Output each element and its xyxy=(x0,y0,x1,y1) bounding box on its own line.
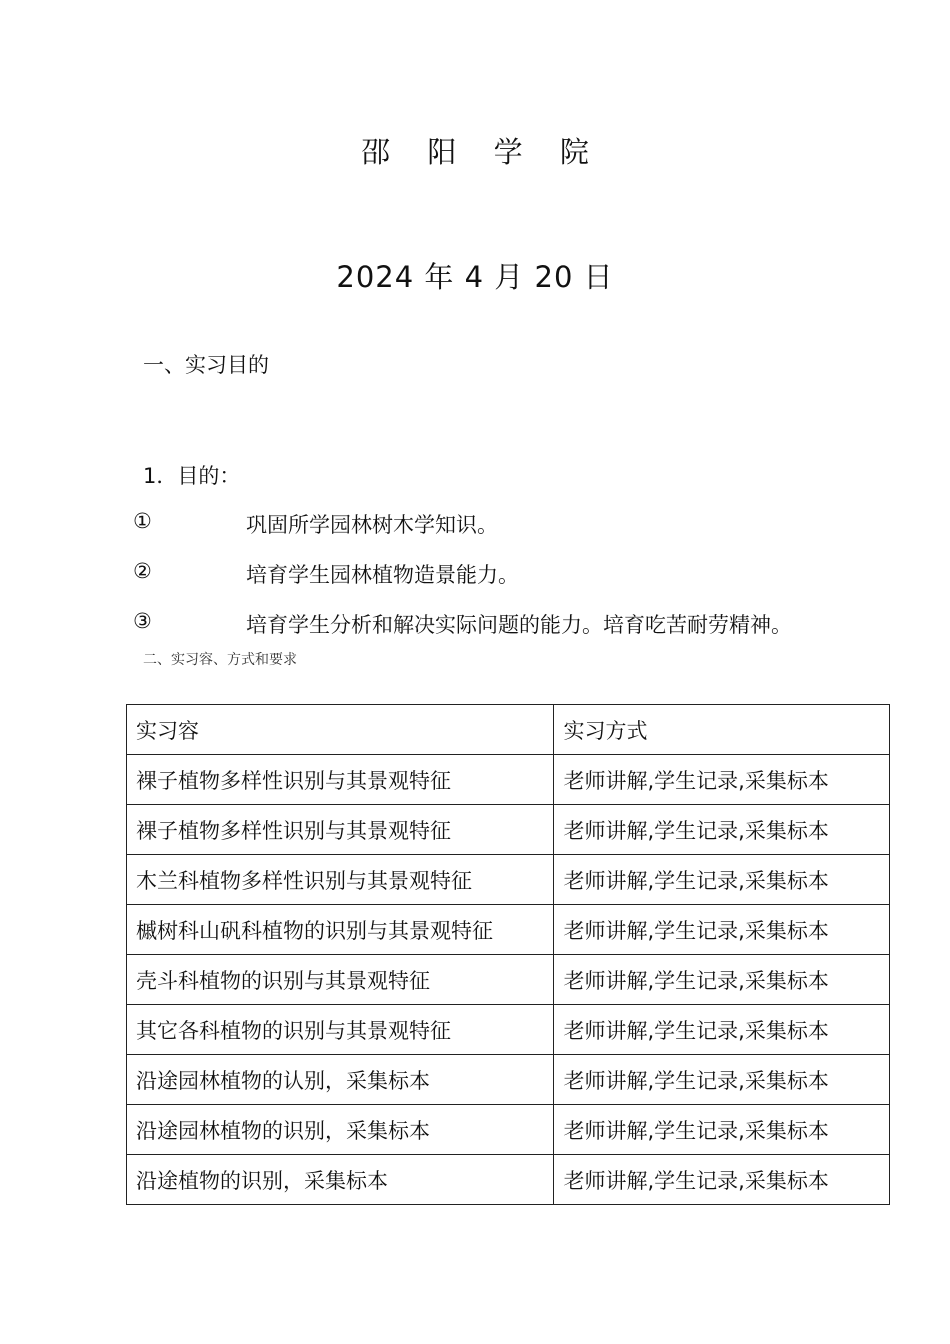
goal-number: ② xyxy=(133,559,152,583)
cell-method: 老师讲解,学生记录,采集标本 xyxy=(554,1055,890,1105)
cell-method: 老师讲解,学生记录,采集标本 xyxy=(554,805,890,855)
cell-content: 裸子植物多样性识别与其景观特征 xyxy=(127,805,554,855)
cell-method: 老师讲解,学生记录,采集标本 xyxy=(554,905,890,955)
table-row xyxy=(127,805,890,855)
cell-method: 老师讲解,学生记录,采集标本 xyxy=(554,1105,890,1155)
cell-method: 老师讲解,学生记录,采集标本 xyxy=(554,755,890,805)
cell-content: 木兰科植物多样性识别与其景观特征 xyxy=(127,855,554,905)
table-row xyxy=(127,855,890,905)
goal-text: 培育学生分析和解决实际问题的能力。培育吃苦耐劳精神。 xyxy=(246,613,792,637)
cell-content: 槭树科山矾科植物的识别与其景观特征 xyxy=(127,905,554,955)
cell-method: 老师讲解,学生记录,采集标本 xyxy=(554,1155,890,1205)
column-header-content: 实习容 xyxy=(127,705,554,755)
cell-content: 沿途植物的识别，采集标本 xyxy=(127,1155,554,1205)
school-name: 邵 阳 学 院 xyxy=(361,135,603,169)
table-row xyxy=(127,905,890,955)
cell-method: 老师讲解,学生记录,采集标本 xyxy=(554,855,890,905)
cell-content: 裸子植物多样性识别与其景观特征 xyxy=(127,755,554,805)
table-row xyxy=(127,1105,890,1155)
section-title-purpose: 一、实习目的 xyxy=(143,353,269,377)
table-row xyxy=(127,955,890,1005)
table-row xyxy=(127,1005,890,1055)
cell-content: 沿途园林植物的认别，采集标本 xyxy=(127,1055,554,1105)
table-row xyxy=(127,1155,890,1205)
table-header-row xyxy=(127,705,890,755)
goal-label: 1．目的： xyxy=(143,464,241,488)
cell-method: 老师讲解,学生记录,采集标本 xyxy=(554,1005,890,1055)
goal-number: ① xyxy=(133,509,152,533)
column-header-method: 实习方式 xyxy=(554,705,890,755)
goal-number: ③ xyxy=(133,609,152,633)
cell-content: 其它各科植物的识别与其景观特征 xyxy=(127,1005,554,1055)
internship-content-table xyxy=(126,704,890,1205)
cell-method: 老师讲解,学生记录,采集标本 xyxy=(554,955,890,1005)
goal-text: 培育学生园林植物造景能力。 xyxy=(246,563,519,587)
table-row xyxy=(127,755,890,805)
cell-content: 沿途园林植物的识别，采集标本 xyxy=(127,1105,554,1155)
table-row xyxy=(127,1055,890,1105)
goal-text: 巩固所学园林树木学知识。 xyxy=(246,513,498,537)
section-title-content: 二、实习容、方式和要求 xyxy=(143,652,297,668)
cell-content: 壳斗科植物的识别与其景观特征 xyxy=(127,955,554,1005)
report-date: 2024 年 4 月 20 日 xyxy=(336,260,614,294)
